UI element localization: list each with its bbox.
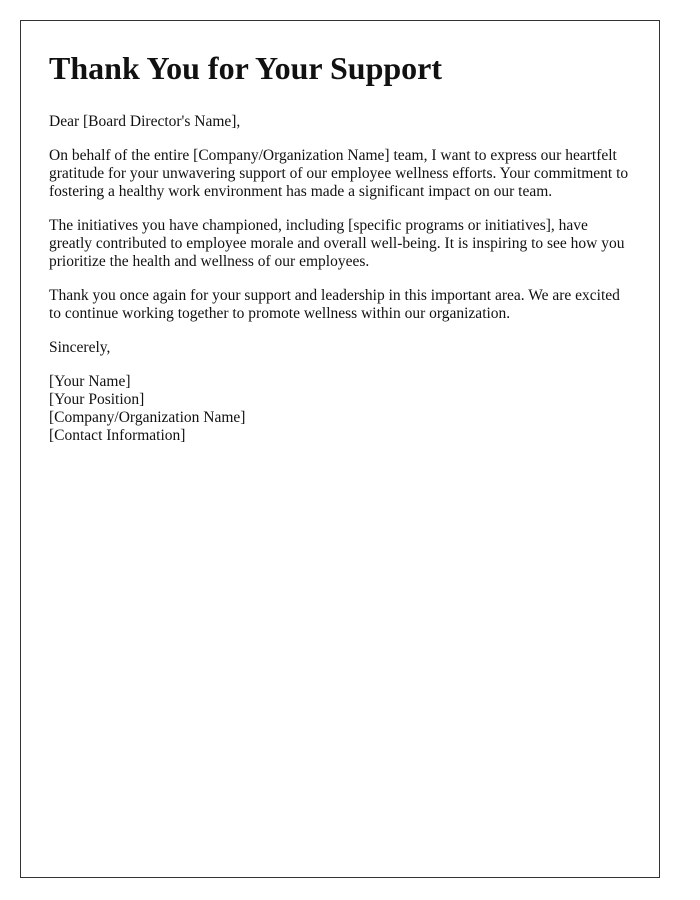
closing: Sincerely,	[49, 339, 111, 356]
body-paragraph-3: Thank you once again for your support and leadership in this important area. We are excited to continue working together to promote wellness within our organization.	[49, 287, 620, 322]
signature-block	[49, 373, 631, 445]
letter-page	[20, 20, 660, 878]
signature-position: [Your Position]	[49, 391, 145, 408]
signature-name: [Your Name]	[49, 373, 131, 390]
letter-title: Thank You for Your Support	[49, 50, 443, 86]
salutation: Dear [Board Director's Name],	[49, 113, 241, 130]
body-paragraph-1: On behalf of the entire [Company/Organization Name] team, I want to express our heartfelt gratitude for your unwavering support of our employee wellness efforts. Your commitment to fostering a healthy work environment has made a significant impact on our team.	[49, 147, 629, 200]
signature-organization: [Company/Organization Name]	[49, 409, 246, 426]
body-paragraph-2: The initiatives you have championed, including [specific programs or initiatives], have greatly contributed to employee morale and overall well-being. It is inspiring to see how you prioritize the health and wellness of our employees.	[49, 217, 625, 270]
signature-contact: [Contact Information]	[49, 427, 186, 444]
